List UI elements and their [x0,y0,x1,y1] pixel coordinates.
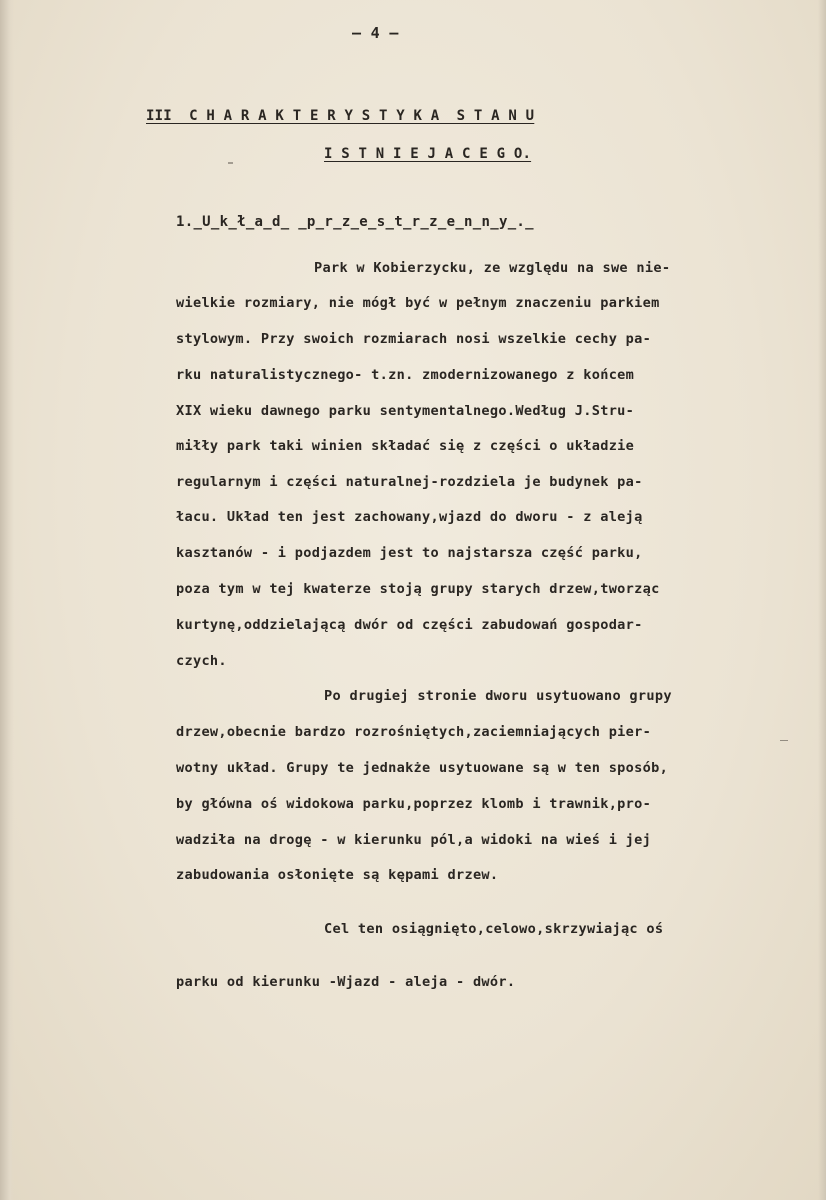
text-line: miłły park taki winien składać się z części o układzie [176,438,635,454]
chapter-heading-line-2: I S T N I E J A C E G O. [324,146,532,162]
text-line: czych. [176,653,227,669]
text-line: XIX wieku dawnego parku sentymentalnego.Według J.Stru- [176,403,635,419]
text-line: drzew,obecnie bardzo rozrośniętych,zaciemniających pier- [176,724,652,740]
ink-speck [780,740,788,741]
text-line: zabudowania osłonięte są kępami drzew. [176,867,499,883]
text-line: Cel ten osiągnięto,celowo,skrzywiając oś [324,921,664,937]
text-line: Po drugiej stronie dworu usytuowano grupy [324,688,672,704]
page-shadow-right [818,0,826,1200]
text-line: stylowym. Przy swoich rozmiarach nosi wszelkie cechy pa- [176,331,652,347]
text-line: poza tym w tej kwaterze stoją grupy starych drzew,tworząc [176,581,660,597]
text-line: kurtynę,oddzielającą dwór od części zabudowań gospodar- [176,617,643,633]
text-line: wotny układ. Grupy te jednakże usytuowane są w ten sposób, [176,760,669,776]
text-line: rku naturalistycznego- t.zn. zmodernizowanego z końcem [176,367,635,383]
text-line: wadziła na drogę - w kierunku pól,a widoki na wieś i jej [176,832,652,848]
text-line: parku od kierunku -Wjazd - aleja - dwór. [176,974,516,990]
text-line: kasztanów - i podjazdem jest to najstarsza część parku, [176,545,643,561]
text-line: regularnym i części naturalnej-rozdziela je budynek pa- [176,474,643,490]
text-line: łacu. Układ ten jest zachowany,wjazd do dworu - z aleją [176,509,643,525]
page-number: — 4 — [352,24,399,42]
chapter-heading-line-1: III C H A R A K T E R Y S T Y K A S T A N U [146,108,535,124]
text-line: Park w Kobierzycku, ze względu na swe nie- [314,260,671,276]
text-line: wielkie rozmiary, nie mógł być w pełnym znaczeniu parkiem [176,295,660,311]
ink-speck [228,162,233,164]
page-shadow-left [0,0,14,1200]
text-line: by główna oś widokowa parku,poprzez klomb i trawnik,pro- [176,796,652,812]
section-title: 1._U_k_ł_a_d_ _p_r_z_e_s_t_r_z_e_n_n_y_._ [176,214,534,230]
